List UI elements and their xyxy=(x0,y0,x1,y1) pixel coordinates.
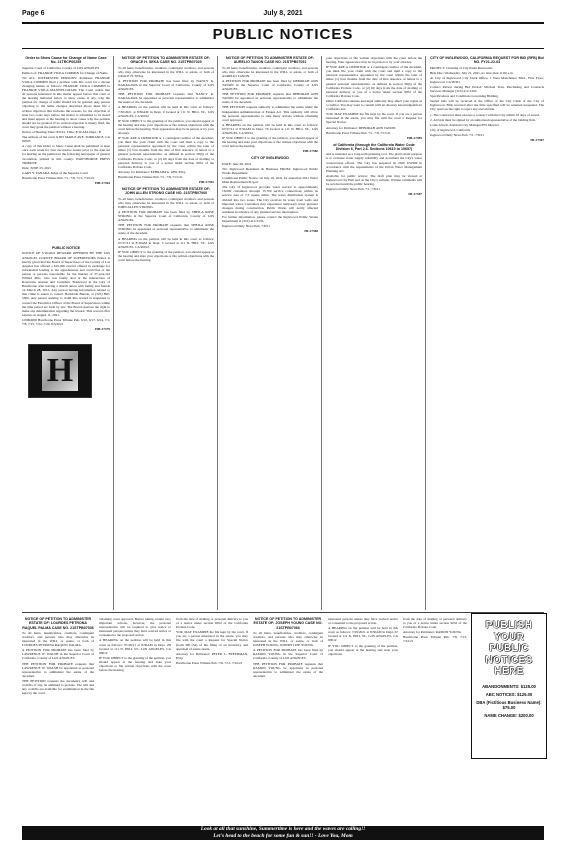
column-divider xyxy=(217,56,218,610)
notice-paragraph: Petition of: FRANKIE VIOLA COMMIN for Change of Name xyxy=(22,70,108,75)
notice-paragraph: Bids Due: Wednesday, July 21, 2021, no later than 11:00 a.m. xyxy=(430,70,514,75)
notice-paragraph: For further information, please contact the Inglewood Public Works Department at (310) 412-5333. xyxy=(222,214,318,223)
notice-paragraph: Attorney for Petitioner: DEBORAH ANN TANON xyxy=(326,125,396,130)
notice-paragraph: A copy of this Order to Show Cause shall be published at least once each week for four successive weeks prior to the date set for hearing on the petition in the following newspaper of general circulation, printed in this county: HAWTHORNE PRESS TRIBUNE xyxy=(22,144,110,165)
notice-paragraph: Superior Court of California, County of LOS ANGELES xyxy=(22,65,100,70)
notice-title: NOTICE OF PETITION TO ADMINISTER ESTATE OF: AURELIO TANON CASE NO. 21STPB07051 xyxy=(225,56,315,65)
notice-paragraph: To all heirs, beneficiaries, creditors, contingent creditors, and persons who may otherwise be interested in the WILL or estate, or both of JOSEPH YOUNG, JOSEPH LUIE YOUNG. xyxy=(253,630,323,648)
notice-paragraph: IF YOU ARE A CREDITOR or a contingent creditor of the decedent, you must file your claim with the court and mail a copy to the personal representative appointed by the court within the later of either (1) four months from the date of first issuance of letters to a general personal representative, as defined in section 58(b) of the California Probate Code, or (2) 60 days from the date of mailing or personal delivery to you of a notice under section 9052 of the California Probate Code. xyxy=(326,65,422,98)
notice-paragraph: Inglewood Daily News Pub. 7/8/21 xyxy=(222,224,270,229)
newspaper-logo xyxy=(28,344,92,398)
bottom-column-5 xyxy=(328,617,398,820)
notice-paragraph: To all heirs, beneficiaries, creditors, contingent creditors, and persons who may otherwise be interested in the WILL or estate, or both of JOHN ALLEN STRONG. xyxy=(118,196,214,209)
notice-paragraph: YOU MAY EXAMINE the file kept by the court. If you are a person interested in the estate, you may file with the court a Request for Special Notice (form DE-154) of the filing of an inventory and appraisal of estate assets. xyxy=(176,630,248,651)
notice-title: of California (through the California Water Code Division 6, Part 2.6. Sections 10610 to 10657) xyxy=(333,142,415,152)
notice-paragraph: Sealed bids will be received at the Office of the City Clerk of the City of Inglewood. Bids received after the time specified will be returned unopened. The City reserves the right to reject any and all bids. xyxy=(430,99,544,112)
notice-paragraph: Attorney for Petitioner: PETER L. FREEDMAN, ESQ. xyxy=(176,651,248,660)
notice-reference: HH-27381 xyxy=(199,180,214,185)
notice-paragraph: Inglewood Daily News Pub. 7/1, 7/8/21 xyxy=(326,187,380,192)
logo-letter: H xyxy=(42,351,78,391)
notice-paragraph: 1. The Contractor must execute a contract with the City within 10 days of award. xyxy=(430,112,540,117)
notice-paragraph: TO ALL INTERESTED PERSONS: Petitioner FRANKIE VIOLA COMMIN filed a petition with this court for a decree changing names as follows: FRANKIE VIOLA COMMIN to FRANKIE VIOLA MAXWELLMAIN. The Court orders that all persons interested in this matter appear before this court at the hearing indicated below to show cause, if any, why the petition for change of name should not be granted. Any person objecting to the name changes described above must file a written objection that includes the reasons for the objection at least two court days before the matter is scheduled to be heard and must appear at the hearing to show cause why the petition should not be granted. If no written objection is timely filed, the court may grant the petition without a hearing. xyxy=(22,75,110,129)
notice-paragraph: Hawthorne Press Tribune Pub. 7/1, 7/8, 7/15, 7/22/21 xyxy=(22,175,95,180)
banner-line-1: Look at all that sunshine, Summertime is here and the waves are calling!! xyxy=(200,826,366,832)
notice-column-5 xyxy=(430,56,544,608)
notice-column-4 xyxy=(326,56,422,608)
notice-title: Order to Show Cause for Change of Name Case No. 21TRCP00255 xyxy=(25,56,107,65)
notice-paragraph: Specifications and Conditions Governing Bidding. xyxy=(430,94,499,99)
notice-paragraph: Available for public review: The draft plan may be viewed at Inglewood City Hall and on the City's website. Written comments will be received until the public hearing. xyxy=(326,173,422,187)
notice-paragraph: A HEARING on the petition will be held in this court as follows: 07/27/21 at 8:30AM in Dept. 5 located at 111 N. HILL ST., LOS ANGELES, CA 90012 xyxy=(118,236,214,249)
notice-paragraph: Hawthorne Press Tribune Pub. 7/1, 7/8, 7/15/21 xyxy=(118,174,183,179)
notice-paragraph: NOTICE OF 5/10/2021 REWARD OFFERED BY THE LOS ANGELES COUNTY BOARD OF SUPERVISORS Notice is hereby given that the Board of Supervisors of the County of Los Angeles has offered a $10,000 reward offered in exchange for information leading to the apprehension and conviction of the person or persons responsible for the murder of 37-year-old Willard Pitts, who was fatally shot at the intersection of Rosecrans Avenue and Crenshaw Boulevard in the City of Hawthorne after leaving a church dance with family and friends on March 28, 2015. Any person having information related to this crime is asked to contact Homicide Bureau, at (323) 890-5500. Any person seeking to claim this reward is requested to contact the Executive Officer of the Board of Supervisors within the time period set forth by law. The Board reserves the right to make any determination regarding the reward. This reward offer expires on August 11, 2021. xyxy=(22,251,110,317)
notice-paragraph: PROJECT: Cleaning of City Parks Restrooms xyxy=(430,65,493,70)
notice-paragraph: A HEARING on the petition will be held in this court as follows: 07/26/21 at 8:30AM in Dept. 2D located at 111 N. HILL ST., LOS ANGELES, CA 90012 xyxy=(99,638,171,655)
notice-paragraph: THE PETITION requests the decedent's will and codicils, if any, be admitted to probate. The will and any codicils are available for examination in the file kept by the court. xyxy=(22,678,94,696)
ad-headline: PUBLISH YOUR PUBLIC NOTICES HERE xyxy=(485,620,533,677)
notice-paragraph: A PETITION FOR PROBATE has been filed by SHEILA ROSE STRONG in the Superior Court of California, County of LOS ANGELES. xyxy=(118,210,214,223)
notice-paragraph: To all heirs, beneficiaries, creditors, contingent creditors, and persons who may otherwise be interested in the WILL or estate, or both of AURELIO TANON. xyxy=(222,65,318,78)
notice-reference: HH-27379 xyxy=(95,327,110,332)
notice-paragraph: from the date of mailing or personal delivery to you of a notice under section 9052 of the California Probate Code. xyxy=(176,617,248,630)
notice-reference: HH-27385 xyxy=(407,135,422,140)
notice-reference: HH-27364 xyxy=(95,181,110,186)
bottom-column-2 xyxy=(99,617,171,820)
section-rule xyxy=(22,612,544,613)
logo-spacer xyxy=(22,188,110,246)
column-divider xyxy=(321,56,322,610)
notice-title: NOTICE OF PETITION TO ADMINISTER ESTATE OF: JOSEPH YOUNG CASE NO. 21STPB07066 xyxy=(253,617,323,630)
notice-paragraph: Other California statutes and legal authority may affect your rights as a creditor. You may want to consult with an attorney knowledgeable in California law. xyxy=(326,98,422,112)
notice-paragraph: Contact Person during Bid Period: Michael Tran, Purchasing and Contracts Services Manager (310) 412-5320 xyxy=(430,84,544,94)
notice-paragraph: The City of Inglewood provides water service to approximately 16,000 customers through 15,700 service connections within its service area of 7.3 square miles. The water distribution system is divided into two zones. The City receives its water from wells and imported water. Customers may experience temporary water pressure changes during construction. Public Works will notify affected residents in advance of any planned service interruption. xyxy=(222,185,318,214)
notice-paragraph: IF YOU OBJECT to the granting of the petition, you should appear at the hearing and state your objections or file written objections with the court before the hearing. Your appearance may be in person or by your attorney. xyxy=(118,118,214,135)
notice-paragraph: To all heirs, beneficiaries, creditors, contingent creditors, and persons who may otherwise be interested in the WILL or estate, or both of LOURDES PETRONA RAQUEL PALMA. xyxy=(22,630,94,648)
notice-paragraph: GARY Y. TANAKA Judge of the Superior Court xyxy=(22,170,89,175)
notice-reference: HI-27387 xyxy=(408,192,422,197)
notice-column-1 xyxy=(22,56,110,608)
column-divider xyxy=(425,56,426,610)
notice-reference: HH-27380 xyxy=(303,149,318,154)
notice-paragraph: Date: JUNE 23, 2021 xyxy=(22,165,52,170)
notice-paragraph: YOU MAY EXAMINE the file kept by the court. If you are a person interested in the estate, you may file with the court a Request for Special Notice. xyxy=(326,112,422,125)
notice-paragraph: A PETITION FOR PROBATE has been filed by NANCY K. NAKAGAWA in the Superior Court of California, County of LOS ANGELES. xyxy=(118,78,214,92)
notice-paragraph: Louis Atwell, Assistant City Manager/PW Director xyxy=(430,122,500,127)
notice-paragraph: Hawthorne Press Tribune Pub. 7/1, 7/8, 7/15/21 xyxy=(326,130,391,135)
notice-paragraph: Attorney for Petitioner: EPHRAIM G. OBI, ESQ. xyxy=(118,169,186,174)
bottom-column-4 xyxy=(253,617,323,820)
notice-paragraph: The address of the court is 825 MAPLE AVE, TORRANCE, CA 90503 xyxy=(22,135,110,144)
notice-title: NOTICE OF PETITION TO ADMINISTER ESTATE OF: JOHN ALLEN STRONG CASE NO. 21STPB07060 xyxy=(121,187,211,196)
bottom-column-6 xyxy=(403,617,467,820)
notice-column-3 xyxy=(222,56,318,608)
bottom-column-1 xyxy=(22,617,94,820)
notice-paragraph: Hawthorne Press Tribune Pub. 7/8, 7/15, 7/22/21 xyxy=(403,635,467,644)
notice-paragraph: A HEARING on the petition will be held in this court as follows: 7/30/2021 at 8:30AM in Dept. 9 located at 111 N. HILL ST., LOS ANGELES, CA 90012 xyxy=(118,105,214,118)
notice-paragraph: DATE: June 28, 2021 xyxy=(222,161,252,166)
notice-paragraph: THE PETITION FOR PROBATE requests that DEBORAH ANN TANON be appointed as personal representative to administer the estate of the decedent. xyxy=(222,92,318,105)
notice-paragraph: IF YOU OBJECT to the granting of the petition, you should appear at the hearing and state your objections or file written objections with the court before the hearing. xyxy=(99,655,171,673)
notice-paragraph: Notice of Hearing: Date: 8/6/21, Time: 8:30 AM, Dept.: B xyxy=(22,130,101,134)
notice-paragraph: THE PETITION FOR PROBATE requests that LAWRENCE W. WALSH be appointed as personal representative to administer the estate of the decedent. xyxy=(22,661,94,678)
notice-paragraph: 2. All bids must be signed by an authorized representative of the bidding firm. xyxy=(430,117,536,122)
message-banner xyxy=(22,826,544,840)
publish-notices-ad xyxy=(471,613,547,759)
notice-paragraph: THE PETITION FOR PROBATE requests that NANCY K. NAKAGAWA be appointed as personal representative to administer the estate of the decedent. xyxy=(118,92,214,105)
page-header xyxy=(22,10,544,22)
notice-paragraph: your objections or file written objections with the court before the hearing. Your appearance may be in person or by your attorney. xyxy=(326,56,422,65)
notice-paragraph: Conditional Public Notice: on July 19, 2021 for alteration 2021 Water Main Replacement Project xyxy=(222,176,318,185)
notice-title: PUBLIC NOTICE xyxy=(52,246,80,251)
notice-paragraph: Inglewood Daily News Pub. 7/1, 7/8/21 xyxy=(430,132,484,137)
page-number: Page 6 xyxy=(22,10,45,17)
notice-paragraph: IF YOU OBJECT to the granting of the petition, you should appear at the hearing and state your objections. xyxy=(328,643,398,656)
column-divider xyxy=(113,56,114,610)
notice-paragraph: CN964950 Hawthorne Press Tribune Pub. 6/10, 6/17, 6/24, 7/1, 7/8, 7/15, 7/22, 7/29, 8/5/2021 xyxy=(22,317,110,327)
issue-date: July 8, 2021 xyxy=(263,10,303,17)
notice-title: NOTICE OF PETITION TO ADMINISTER ESTATE OF: GRACE H. SEKA CASE NO. 21STPB07025 xyxy=(121,56,211,65)
notice-title: NOTICE OF PETITION TO ADMINISTER ESTATE OF: LOURDES PETRONA RAQUEL PALMA CASE NO. 21STPB07036 xyxy=(22,617,94,630)
notice-paragraph: A HEARING on the petition will be held in this court as follows: 7/29/2021 at 8:30AM in Dept. 67 located at 111 N. HILL ST., LOS ANGELES, CA 90012 xyxy=(328,626,398,643)
ad-price-abc: ABC NOTICES: $125.00 xyxy=(485,691,533,697)
ad-price-dba: DBA (Fictitious Business Name): $75.00 xyxy=(476,699,542,710)
notice-paragraph: and is intended as a long-term planning tool. The plan's main purpose is to evaluate water supply reliability and document the City's water conservation efforts. The City has prepared its 2020 UWMP in accordance with the requirements of the Urban Water Management Planning Act. xyxy=(326,152,422,173)
ad-price-name-change: NAME CHANGE: $200.00 xyxy=(484,712,534,718)
notice-paragraph: At City of Inglewood City Clerk Office, 1 West Manchester Blvd., First Floor, Inglewood, CA 90301 xyxy=(430,75,544,84)
notice-paragraph: A HEARING on the petition will be held in this court as follows: 07/27/21 at 8:30AM in Dept. 79 located at 111 N. HILL ST., LOS ANGELES, CA 90012 xyxy=(222,122,318,135)
notice-title: CITY OF INGLEWOOD xyxy=(251,156,289,161)
notice-reference: HI-27387 xyxy=(530,138,544,142)
notice-paragraph: City of Inglewood, California xyxy=(430,127,471,132)
notice-paragraph: THE PETITION FOR PROBATE requests that RAMON YOUNG be appointed as personal representative to administer the estate of the decedent. xyxy=(253,661,323,678)
notice-paragraph: IF YOU ARE A CREDITOR or a contingent creditor of the decedent, you must file your claim with the court and mail a copy to the personal representative appointed by the court within the later of either (1) four months from the date of first issuance of letters to a general personal representative, as defined in section 58(b) of the California Probate Code, or (2) 60 days from the date of mailing or personal delivery to you of a notice under section 9052 of the California Probate Code. xyxy=(118,136,214,169)
notice-paragraph: A PETITION FOR PROBATE has been filed by LAWRENCE W. WALSH in the Superior Court of California, County of LOS ANGELES. xyxy=(22,648,94,661)
notice-paragraph: from the date of mailing or personal delivery to you of a notice under section 9052 of the California Probate Code. xyxy=(403,617,467,630)
notice-paragraph: To all heirs, beneficiaries, creditors, contingent creditors, and persons who may otherwise be interested in the WILL or estate, or both of GRACE H. SEKA xyxy=(118,65,214,78)
banner-line-2: Let's head to the beach for some fun & sun!! - Love You, Mom xyxy=(213,833,353,839)
notice-paragraph: IF YOU OBJECT to the granting of the petition, you should appear at the hearing and state your objections or file written objections with the court before the hearing. xyxy=(222,136,318,149)
notice-paragraph: Hawthorne Press Tribune Pub. 7/8, 7/15, 7/22/21 xyxy=(176,660,243,665)
notice-paragraph: Attorney for Petitioner: RAMON YOUNG xyxy=(403,630,462,635)
notice-column-2 xyxy=(118,56,214,608)
notice-paragraph: A PETITION FOR PROBATE has been filed by RAMON YOUNG in the Superior Court of California, County of LOS ANGELES. xyxy=(253,648,323,661)
notice-paragraph: THE PETITION requests authority to administer the estate under the Independent Administration of Estates Act. This authority will allow the personal representative to take many actions without obtaining court approval. xyxy=(222,105,318,122)
ad-price-abandonments: ABANDONMENTS: $125.00 xyxy=(482,683,536,689)
section-title: PUBLIC NOTICES xyxy=(22,22,544,49)
notice-title: CITY OF INGLEWOOD, CALIFORNIA REQUEST FOR BID (RFB) Bid NO. FY21-22-03 xyxy=(430,56,544,65)
notice-paragraph: THE PETITION FOR PROBATE requests that SHEILA ROSE STRONG be appointed as personal representative to administer the estate of the decedent. xyxy=(118,223,214,236)
notice-paragraph: IF YOU OBJECT to the granting of the petition, you should appear at the hearing and state your objections or file written objections with the court before the hearing. xyxy=(118,249,214,263)
notice-paragraph: TO: Inglewood Residents & Business FROM: Inglewood Public Works Department xyxy=(222,166,318,175)
notice-reference: HI-27388 xyxy=(304,229,318,234)
notice-paragraph: obtaining court approval. Before taking certain very important actions, however, the personal representative will be required to give notice to interested persons unless they have waived notice or consented to the proposed action. xyxy=(99,617,171,638)
notice-paragraph: interested persons unless they have waived notice or consented to the proposed action. xyxy=(328,617,398,626)
bottom-column-3 xyxy=(176,617,248,820)
notice-paragraph: A PETITION FOR PROBATE has been filed by DEBORAH ANN TANON in the Superior Court of California, County of LOS ANGELES. xyxy=(222,78,318,92)
